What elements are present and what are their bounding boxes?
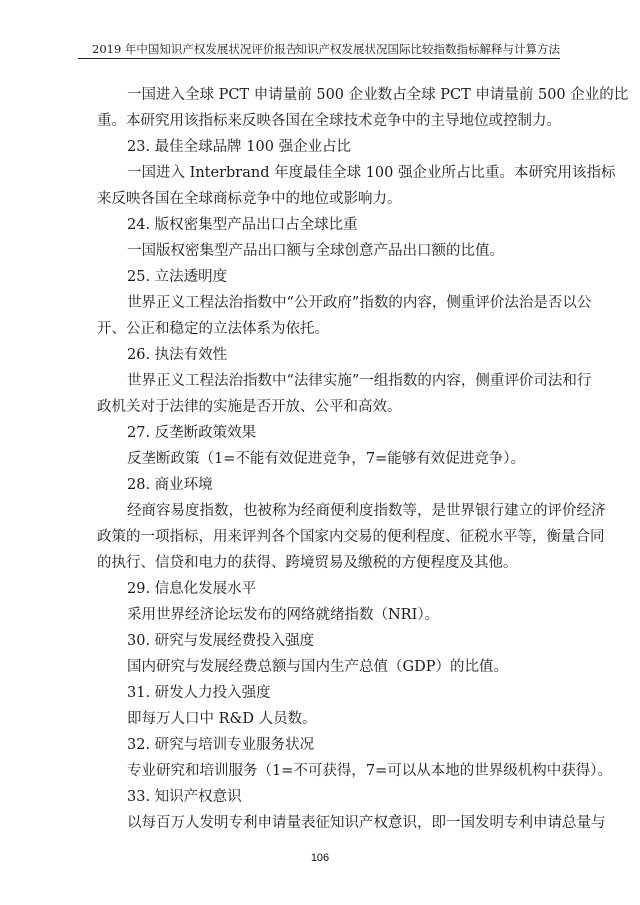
paragraph-line: 经商容易度指数，也被称为经商便利度指数等，是世界银行建立的评价经济 (127, 503, 606, 519)
paragraph-line: 世界正义工程法治指数中“公开政府”指数的内容，侧重评价法治是否以公 (127, 295, 592, 311)
section-heading: 29. 信息化发展水平 (127, 581, 257, 597)
paragraph-line: 的执行、信贷和电力的获得、跨境贸易及缴税的方便程度及其他。 (97, 555, 518, 571)
header-section-title: 知识产权发展状况国际比较指数指标解释与计算方法 (295, 42, 560, 56)
paragraph-line: 以每百万人发明专利申请量表征知识产权意识，即一国发明专利申请总量与 (127, 815, 606, 831)
section-heading: 28. 商业环境 (127, 477, 213, 493)
section-heading: 23. 最佳全球品牌 100 强企业占比 (127, 139, 352, 155)
page-number: 106 (310, 852, 330, 864)
header-report-title: 2019 年中国知识产权发展状况评价报告 (92, 42, 298, 56)
running-header (78, 38, 560, 59)
paragraph-line: 来反映各国在全球商标竞争中的地位或影响力。 (97, 191, 402, 207)
section-heading: 27. 反垄断政策效果 (127, 425, 257, 441)
paragraph-line: 一国进入全球 PCT 申请量前 500 企业数占全球 PCT 申请量前 500 企业的比 (127, 87, 629, 103)
paragraph-line: 重。本研究用该指标来反映各国在全球技术竞争中的主导地位或控制力。 (97, 113, 561, 129)
paragraph-line: 一国进入 Interbrand 年度最佳全球 100 强企业所占比重。本研究用该指标 (127, 165, 616, 181)
paragraph-line: 采用世界经济论坛发布的网络就绪指数（NRI）。 (127, 607, 440, 623)
section-heading: 25. 立法透明度 (127, 269, 228, 285)
section-heading: 33. 知识产权意识 (127, 789, 242, 805)
section-heading: 30. 研究与发展经费投入强度 (127, 633, 315, 649)
section-heading: 31. 研发人力投入强度 (127, 685, 271, 701)
section-heading: 32. 研究与培训专业服务状况 (127, 737, 315, 753)
section-heading: 26. 执法有效性 (127, 347, 228, 363)
paragraph-line: 政策的一项指标，用来评判各个国家内交易的便利程度、征税水平等，衡量合同 (97, 529, 605, 545)
paragraph-line: 开、公正和稳定的立法体系为依托。 (97, 321, 329, 337)
paragraph-line: 反垄断政策（1=不能有效促进竞争，7=能够有效促进竞争）。 (127, 451, 525, 467)
paragraph-line: 即每万人口中 R&D 人员数。 (127, 711, 317, 727)
section-heading: 24. 版权密集型产品出口占全球比重 (127, 217, 358, 233)
paragraph-line: 一国版权密集型产品出口额与全球创意产品出口额的比值。 (127, 243, 504, 259)
paragraph-line: 国内研究与发展经费总额与国内生产总值（GDP）的比值。 (127, 659, 508, 675)
paragraph-line: 政机关对于法律的实施是否开放、公平和高效。 (97, 399, 402, 415)
paragraph-line: 世界正义工程法治指数中“法律实施”一组指数的内容，侧重评价司法和行 (127, 373, 592, 389)
paragraph-line: 专业研究和培训服务（1=不可获得，7=可以从本地的世界级机构中获得）。 (127, 763, 612, 779)
